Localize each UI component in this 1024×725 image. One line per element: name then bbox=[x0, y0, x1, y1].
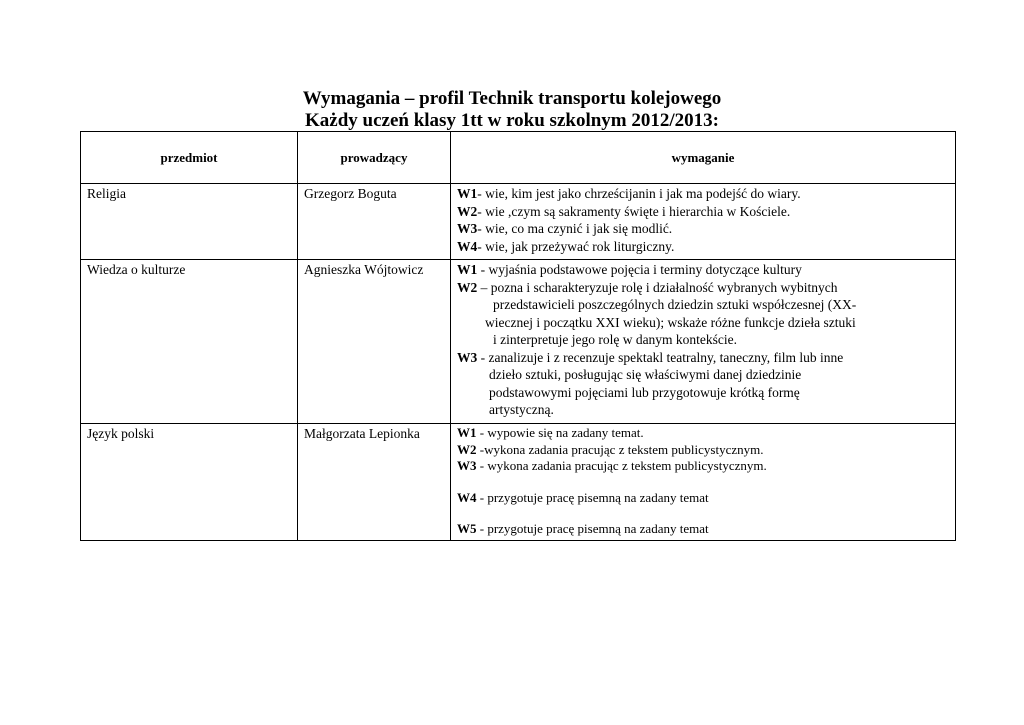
subject-cell: Język polski bbox=[81, 424, 298, 541]
requirement-continuation: przedstawicieli poszczególnych dziedzin sztuki współczesnej (XX- bbox=[493, 297, 857, 312]
requirement-item: W1 - wypowie się na zadany temat. bbox=[457, 425, 644, 440]
requirement-continuation: podstawowymi pojęciami lub przygotowuje krótką formę bbox=[489, 384, 800, 400]
requirement-item: W1- wie, kim jest jako chrześcijanin i jak ma podejść do wiary. bbox=[457, 186, 801, 201]
requirement-item: W2 -wykona zadania pracując z tekstem publicystycznym. bbox=[457, 441, 764, 457]
table-row bbox=[81, 184, 956, 260]
teacher-cell: Grzegorz Boguta bbox=[298, 184, 451, 260]
header-teacher: prowadzący bbox=[298, 132, 451, 184]
spacer bbox=[457, 475, 949, 490]
header-requirement: wymaganie bbox=[451, 132, 956, 184]
requirement-item: W1 - wyjaśnia podstawowe pojęcia i terminy dotyczące kultury bbox=[457, 262, 802, 277]
requirement-continuation: dzieło sztuki, posługując się właściwymi danej dziedzinie bbox=[489, 367, 802, 382]
requirement-item: W4 - przygotuje pracę pisemną na zadany temat bbox=[457, 489, 709, 505]
table-row bbox=[81, 424, 956, 541]
requirement-item: W3- wie, co ma czynić i jak się modlić. bbox=[457, 221, 673, 236]
requirement-item: W2- wie ,czym są sakramenty święte i hierarchia w Kościele. bbox=[457, 203, 791, 219]
requirement-continuation: artystyczną. bbox=[489, 402, 554, 417]
requirement-item: W4- wie, jak przeżywać rok liturgiczny. bbox=[457, 238, 675, 254]
requirement-item: W3 - wykona zadania pracując z tekstem publicystycznym. bbox=[457, 458, 767, 473]
teacher-cell: Małgorzata Lepionka bbox=[298, 424, 451, 541]
requirement-cell bbox=[451, 260, 956, 424]
document-subtitle: Każdy uczeń klasy 1tt w roku szkolnym 2012/2013: bbox=[305, 110, 719, 131]
requirement-continuation: i zinterpretuje jego rolę w danym kontekście. bbox=[493, 332, 738, 347]
document-title: Wymagania – profil Technik transportu kolejowego bbox=[302, 88, 722, 109]
requirements-table bbox=[80, 131, 956, 541]
requirement-item: W2 – pozna i scharakteryzuje rolę i działalność wybranych wybitnych bbox=[457, 279, 838, 295]
table-row bbox=[81, 260, 956, 424]
requirement-cell bbox=[451, 184, 956, 260]
header-row bbox=[81, 132, 956, 184]
requirement-cell bbox=[451, 424, 956, 541]
requirement-item: W5 - przygotuje pracę pisemną na zadany temat bbox=[457, 521, 709, 536]
header-subject: przedmiot bbox=[81, 132, 298, 184]
subject-cell: Wiedza o kulturze bbox=[81, 260, 298, 424]
requirement-item: W3 - zanalizuje i z recenzuje spektakl teatralny, taneczny, film lub inne bbox=[457, 349, 844, 365]
spacer bbox=[457, 506, 949, 521]
subject-cell: Religia bbox=[81, 184, 298, 260]
requirement-continuation: wiecznej i początku XXI wieku); wskaże różne funkcje dzieła sztuki bbox=[485, 314, 856, 330]
teacher-cell: Agnieszka Wójtowicz bbox=[298, 260, 451, 424]
